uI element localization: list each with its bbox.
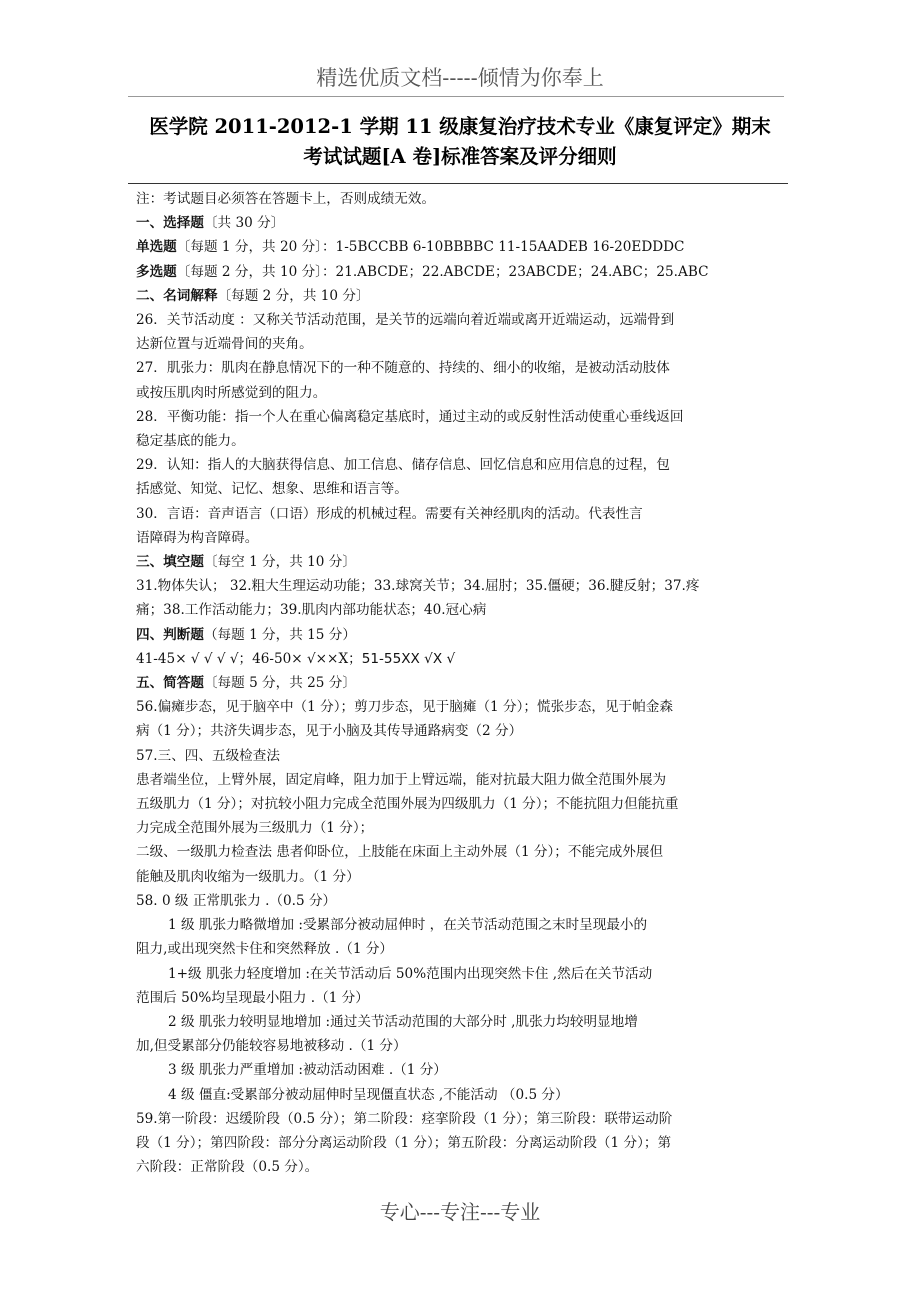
text-line: 27．肌张力：肌肉在静息情况下的一种不随意的、持续的、细小的收缩，是被动活动肢体	[136, 360, 670, 377]
text-line: 达新位置与近端骨间的夹角。	[136, 336, 313, 353]
answers-41-50: 41-45× √ √ √ √；46-50× √××X；	[136, 650, 362, 667]
q58-line: 3 级 肌张力严重增加 :被动活动困难 .（1 分）	[168, 1062, 447, 1079]
q58-line: 58. 0 级 正常肌张力 .（0.5 分）	[136, 892, 337, 909]
section-title: 一、选择题	[136, 215, 204, 232]
section-title: 三、填空题	[136, 554, 204, 571]
text-line: 26．关节活动度 ：又称关节活动范围，是关节的远端向着近端或离开近端运动，远端骨到	[136, 312, 675, 329]
section-5-heading	[136, 671, 788, 695]
q58-line: 加,但受累部分仍能较容易地被移动 .（1 分）	[136, 1038, 407, 1055]
text-line: 或按压肌肉时所感觉到的阻力。	[136, 384, 327, 401]
section-title: 二、名词解释	[136, 287, 218, 304]
title-line-1: 医学院 2011-2012-1 学期 11 级康复治疗技术专业《康复评定》期末	[149, 115, 771, 138]
section-4-heading	[136, 623, 788, 647]
q59-line: 59.第一阶段：迟缓阶段（0.5 分）；第二阶段：痉挛阶段（1 分）；第三阶段：联带运动阶	[136, 1110, 673, 1127]
true-false-answers	[136, 647, 788, 671]
text-line: 力完成全范围外展为三级肌力（1 分）；	[136, 820, 374, 837]
q58-line: 1 级 肌张力略微增加 :受累部分被动屈伸时 ，在关节活动范围之末时呈现最小的	[168, 917, 648, 934]
text-line: 括感觉、知觉、记忆、想象、思维和语言等。	[136, 481, 408, 498]
answers-51-55: 51-55XX √X √	[361, 650, 456, 667]
q58-line: 4 级 僵直:受累部分被动屈伸时呈现僵直状态 ,不能活动 （0.5 分）	[168, 1086, 569, 1103]
title-line-2: 考试试题[A 卷]标准答案及评分细则	[303, 145, 617, 168]
text-line: 31.物体失认； 32.粗大生理运动功能；33.球窝关节；34.屈肘；35.僵硬；36.腱反射；37.疼	[136, 578, 700, 595]
text-line: 病（1 分）；共济失调步态，见于小脑及其传导通路病变（2 分）	[136, 723, 523, 740]
q58-line: 1+级 肌张力轻度增加 :在关节活动后 50%范围内出现突然卡住 ,然后在关节活动	[168, 965, 653, 982]
text-line: 二级、一级肌力检查法 患者仰卧位，上肢能在床面上主动外展（1 分）；不能完成外展但	[136, 844, 664, 861]
text-line: 能触及肌肉收缩为一级肌力。（1 分）	[136, 868, 360, 885]
q58-line: 范围后 50%均呈现最小阻力 .（1 分）	[136, 989, 369, 1006]
note: 注：考试题目必须答在答题卡上，否则成绩无效。	[136, 191, 436, 207]
page-footer: 专心---专注---专业	[379, 1200, 541, 1224]
multi-choice-label: 多选题	[136, 263, 177, 280]
section-2-heading	[136, 284, 788, 308]
text-line: 患者端坐位，上臂外展，固定肩峰，阻力加于上臂远端，能对抗最大阻力做全范围外展为	[136, 771, 667, 788]
text-line: 30．言语：音声语言（口语）形成的机械过程。需要有关神经肌肉的活动。代表性言	[136, 505, 643, 522]
text-line: 稳定基底的能力。	[136, 433, 245, 450]
section-1-heading	[136, 211, 788, 235]
text-line: 57.三、四、五级检查法	[136, 747, 280, 764]
q58-line: 2 级 肌张力较明显地增加 :通过关节活动范围的大部分时 ,肌张力均较明显地增	[168, 1013, 638, 1030]
q59-line: 六阶段：正常阶段（0.5 分）。	[136, 1159, 319, 1176]
single-choice-answers	[136, 235, 788, 259]
section-score: 〔共 30 分〕	[203, 215, 285, 232]
title-divider	[128, 183, 788, 184]
page-header: 精选优质文档-----倾情为你奉上	[316, 66, 604, 90]
q59-line: 段（1 分）；第四阶段：部分分离运动阶段（1 分）；第五阶段：分离运动阶段（1 分）；第	[136, 1134, 672, 1151]
text-line: 28．平衡功能：指一个人在重心偏离稳定基底时，通过主动的或反射性活动使重心垂线返回	[136, 408, 684, 425]
q58-line: 阻力,或出现突然卡住和突然释放 .（1 分）	[136, 941, 394, 958]
section-score: （每题 1 分，共 15 分）	[203, 626, 356, 643]
section-title: 五、简答题	[136, 675, 204, 692]
single-choice-label: 单选题	[136, 239, 177, 256]
text-line: 痛；38.工作活动能力；39.肌肉内部功能状态；40.冠心病	[136, 602, 487, 619]
section-score: 〔每空 1 分，共 10 分〕	[203, 554, 356, 571]
section-3-heading	[136, 550, 788, 574]
text-line: 语障碍为构音障碍。	[136, 529, 259, 546]
multi-choice-text: 〔每题 2 分，共 10 分〕：21.ABCDE；22.ABCDE；23ABCDE；24.ABC；25.ABC	[176, 263, 709, 280]
single-choice-text: 〔每题 1 分，共 20 分〕：1-5BCCBB 6-10BBBBC 11-15AADEB 16-20EDDDC	[176, 239, 685, 256]
answer-content	[136, 187, 788, 1179]
multi-choice-answers	[136, 260, 788, 284]
text-line: 五级肌力（1 分）；对抗较小阻力完成全范围外展为四级肌力（1 分）；不能抗阻力但能抗重	[136, 796, 679, 813]
section-score: 〔每题 5 分，共 25 分〕	[203, 675, 356, 692]
section-score: 〔每题 2 分，共 10 分〕	[217, 287, 370, 304]
text-line: 29．认知：指人的大脑获得信息、加工信息、储存信息、回忆信息和应用信息的过程，包	[136, 457, 670, 474]
header-divider	[128, 96, 784, 97]
page-title	[118, 112, 802, 172]
section-title: 四、判断题	[136, 626, 204, 643]
text-line: 56.偏瘫步态，见于脑卒中（1 分）；剪刀步态，见于脑瘫（1 分）；慌张步态，见于帕金森	[136, 699, 673, 716]
